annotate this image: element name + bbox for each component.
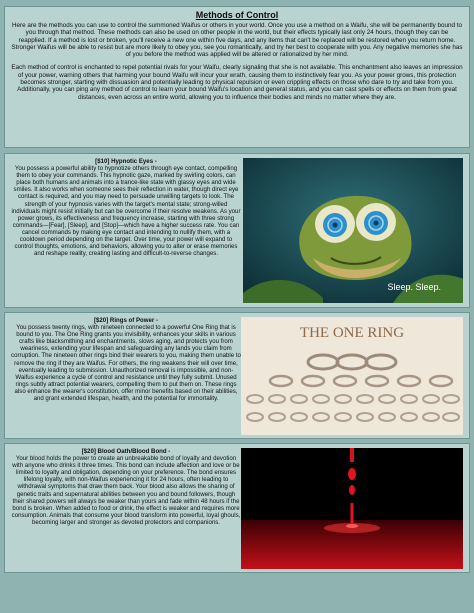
method-heading: [$10] Hypnotic Eyes - xyxy=(95,158,157,165)
intro-panel xyxy=(4,6,470,148)
method-body: You possess twenty rings, with nineteen connected to a powerful One Ring that is bound to you. The One Ring grants you invisibility, enhances your skills in various crafts like blacksmithing and enchantments, slows aging, and protects you from weariness, extending your lifespan and safeguarding any lands you claim from corruption. The nineteen other rings bind their wearers to you, making them unable to remove the ring if they are Waifus. For others, the ring weakens their will over time, eventually leading to submission. Unauthorized removal is impossible, and non-Waifus experience a cycle of control and resistance until they fully submit. Unused rings subtly attract potential wearers, compelling them to put them on. These rings also enhance the wearer's constitution, offer minor benefits based on their abilities, and grant extended lifespan, health, and the potential for immortality. xyxy=(11,324,241,403)
rings-image xyxy=(241,317,463,435)
intro-paragraph-1: Here are the methods you can use to control the summoned Waifus or others in your world. Once you use a method on a Waifu, she will be permanently bound to you through that method. These methods can also be used on other people in the world, but their effects typically last only 24 hours, though they can be reapplied. If a method is lost or broken, you'll receive a new one within five days, and any items that can't be replaced will be restored when you return home. Stronger Waifus will be able to resist but are more likely to obey you, see you romantically, and try her best to cooperate with you. Any negative memories she has of you before the method was applied will be altered or rationalized by her mind. xyxy=(11,22,463,59)
method-body: Your blood holds the power to create an unbreakable bond of loyalty and devotion with anyone who drinks it three times. This bond can include affection and love or be limited to loyalty and obligation, depending on your preference. The bond ensures lifelong loyalty, with non-Waifus experiencing it for 24 hours, often leading to withdrawal symptoms that draw them back. Your blood also allows the sharing of genetic traits and supernatural abilities between you and bound followers, though their shared powers will always be weaker than yours and fade within 48 hours if the bond is broken. When added to food or drink, the effect is weaker and requires more consumption. Animals that consume your blood transform into powerful, loyal ghouls, becoming larger and stronger as devoted protectors and companions. xyxy=(11,455,241,526)
method-body: You possess a powerful ability to hypnotize others through eye contact, compelling them to obey your commands. This hypnotic gaze, marked by swirling colors, can place both humans and animals into a trance-like state with glassy eyes and wide smiles. It also works when someone sees their reflection in water, though direct eye contact is required, and you may need to persuade unwilling targets to look. The strength of your hypnosis varies with the target's mental state; strong-willed individuals might resist initially but can be overcome if their resolve weakens. As your power grows, its effectiveness and frequency increase, starting with three strong commands—[Fear], [Sleep], and [Stop]—which have a higher success rate. You can cancel commands by making eye contact and intending to nullify them, with a cooldown period depending on the target. Over time, your power will expand to control thoughts, emotions, and behaviors, allowing you to alter or erase memories and reshape reality, creating lasting and difficult-to-reverse changes. xyxy=(11,165,241,258)
method-heading: [$20] Blood Oath/Blood Bond - xyxy=(81,448,171,455)
blood-drop-image xyxy=(241,448,463,569)
method-text xyxy=(10,158,242,257)
snake-illustration xyxy=(243,158,463,303)
method-heading: [$20] Rings of Power - xyxy=(94,317,158,324)
method-blood-oath xyxy=(4,443,470,573)
blood-drop-illustration xyxy=(241,448,463,569)
intro-paragraph-2: Each method of control is enchanted to repel potential rivals for your Waifu, clearly signaling that she is not available. This enchantment also leaves an impression of your power, warning others that harming your bound Waifu will incur your wrath, causing them to instinctively fear you. As your power grows, this protection becomes stronger, starting with dissuasion and potentially leading to physical repulsion or even crippling effects on those who dare to try and take from you. Additionally, you can ping any method of control to learn your bound Waifu's location and general status, and you can cast spells or effects on them from great distances, even across an entire world, allowing you to influence their bodies and minds no matter where they are. xyxy=(11,64,463,101)
image-caption: Sleep. Sleep. xyxy=(387,282,441,292)
method-text xyxy=(10,317,242,402)
method-hypnotic-eyes xyxy=(4,153,470,308)
method-rings-of-power xyxy=(4,312,470,439)
snake-image xyxy=(243,158,463,303)
image-caption: THE ONE RING xyxy=(299,325,405,341)
page-title: Methods of Control xyxy=(195,10,279,20)
method-text xyxy=(10,448,242,526)
rings-illustration xyxy=(241,317,463,435)
footer-strip xyxy=(0,577,474,613)
